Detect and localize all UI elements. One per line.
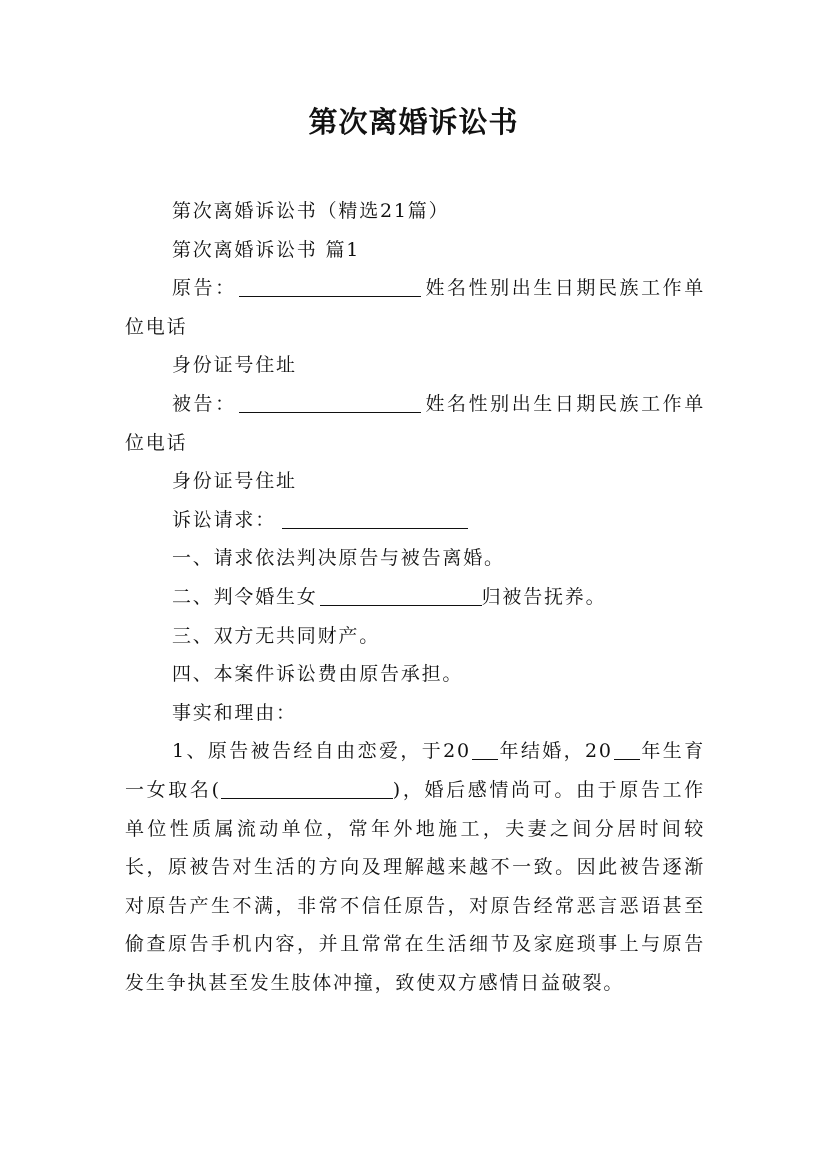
claim-4: 四、本案件诉讼费由原告承担。 (172, 663, 464, 686)
fact-1-text-b: 年结婚，20 (498, 740, 613, 763)
fact-1-paragraph (125, 732, 705, 1002)
claim-2-text-a: 二、判令婚生女 (172, 585, 318, 608)
defendant-label: 被告： (172, 392, 237, 415)
fact-1-text-c: 年生育一女取名( (125, 740, 705, 801)
daughter-name-blank (320, 585, 482, 606)
plaintiff-blank (239, 276, 421, 297)
defendant-fields: 姓名性别出生日期民族工作单位电话 (125, 392, 705, 454)
claims-label: 诉讼请求： (172, 508, 277, 531)
claim-1: 一、请求依法判决原告与被告离婚。 (172, 547, 505, 570)
fact-1-text-d: )，婚后感情尚可。由于原告工作单位性质属流动单位，常年外地施工，夫妻之间分居时间较长，原被告对生活的方向及理解越来越不一致。因此被告逐渐对原告产生不满，非常不信任原告，对原告经常恶言恶语甚至偷查原告手机内容，并且常常在生活细节及家庭琐事上与原告发生争执甚至发生肢体冲撞，致使双方感情日益破裂。 (125, 778, 705, 994)
claim-2-text-b: 归被告抚养。 (481, 585, 607, 608)
child-name-blank (221, 778, 393, 799)
document-body (125, 192, 705, 1002)
plaintiff-paragraph (125, 269, 705, 346)
claim-3: 三、双方无共同财产。 (172, 624, 381, 647)
claims-blank (282, 508, 468, 529)
facts-label: 事实和理由： (172, 701, 297, 724)
defendant-paragraph (125, 385, 705, 462)
section-heading: 第次离婚诉讼书 篇1 (172, 238, 361, 261)
subtitle-paragraph: 第次离婚诉讼书（精选21篇） (172, 200, 450, 222)
fact-1-text-a: 1、原告被告经自由恋爱，于20 (172, 740, 471, 763)
defendant-blank (239, 392, 421, 413)
plaintiff-label: 原告： (172, 277, 237, 300)
marriage-year-blank (472, 739, 498, 760)
defendant-id-paragraph: 身份证号住址 (172, 470, 297, 493)
document-title: 第次离婚诉讼书 (308, 105, 519, 139)
plaintiff-id-paragraph: 身份证号住址 (172, 354, 297, 377)
claims-paragraph (125, 501, 705, 540)
birth-year-blank (614, 739, 640, 760)
plaintiff-fields: 姓名性别出生日期民族工作单位电话 (125, 277, 705, 338)
claim-2 (125, 578, 705, 617)
